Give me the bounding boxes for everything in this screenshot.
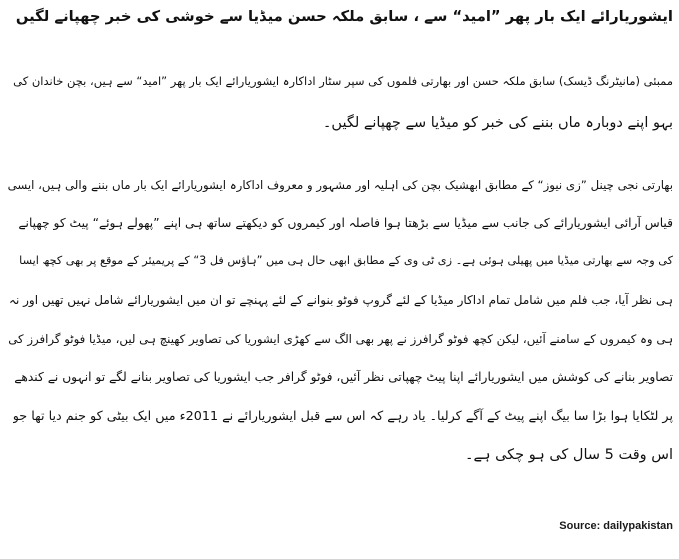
lead-line-2: بہو اپنے دوبارہ ماں بننے کی خبر کو میڈیا سے چھپانے لگیں۔ xyxy=(322,115,673,131)
lead-line-1: ممبئی (مانیٹرنگ ڈیسک) سابق ملکہ حسن اور بھارتی فلموں کی سپر سٹار اداکارہ ایشوریارائے ایک بار پھر ”امید“ سے ہیں، بچن خاندان کی xyxy=(13,74,673,88)
source-credit: Source: dailypakistan xyxy=(559,520,673,532)
body-line-3: کی وجہ سے بھارتی میڈیا میں پھیلی ہوئی ہے۔ زی ٹی وی کے مطابق ابھی حال ہی میں ”ہاؤس فل 3“ کے پریمیئر کے موقع پر بھی کچھ ایسا xyxy=(19,254,673,267)
body-line-7: پر لٹکایا ہوا بڑا سا بیگ اپنے پیٹ کے آگے کرلیا۔ یاد رہے کہ اس سے قبل ایشوریارائے نے 2011ء میں ایک بیٹی کو جنم دیا تھا جو xyxy=(12,409,673,424)
body-line-8: اس وقت 5 سال کی ہو چکی ہے۔ xyxy=(464,447,673,463)
body-line-6: تصاویر بنانے کی کوشش میں ایشوریارائے اپنا پیٹ چھپاتی نظر آئیں، فوٹو گرافر جب ایشوریا کی تصاویر بنانے لگے تو انہوں نے کندھے xyxy=(14,370,673,384)
body-line-4: ہی نظر آیا، جب فلم میں شامل تمام اداکار میڈیا کے لئے گروپ فوٹو بنوانے کے لئے پہنچے تو ان میں ایشوریارائے شامل نہیں تھیں اور نہ xyxy=(8,293,673,307)
body-line-1: بھارتی نجی چینل ”زی نیوز“ کے مطابق ابھشیک بچن کی اہلیہ اور مشہور و معروف اداکارہ ایشوریارائے ایک بار ماں بننے والی ہیں، ایسی xyxy=(7,178,673,192)
article-headline: ایشوریارائے ایک بار پھر ”امید“ سے ، سابق ملکہ حسن میڈیا سے خوشی کی خبر چھپانے لگیں xyxy=(15,8,673,25)
body-line-5: ہی وہ کیمروں کے سامنے آئیں، لیکن کچھ فوٹو گرافرز نے پھر بھی الگ سے کھڑی ایشوریا کی تصاویر کھینچ ہی لیں، میڈیا فوٹو گرافرز کی xyxy=(8,332,673,346)
body-line-2: قیاس آرائی ایشوریارائے کی جانب سے میڈیا سے بڑھتا ہوا فاصلہ اور کیمروں کو دیکھتے ساتھ ہی اپنے ”پھولے ہوئے“ پیٹ کو چھپانے xyxy=(18,216,673,230)
